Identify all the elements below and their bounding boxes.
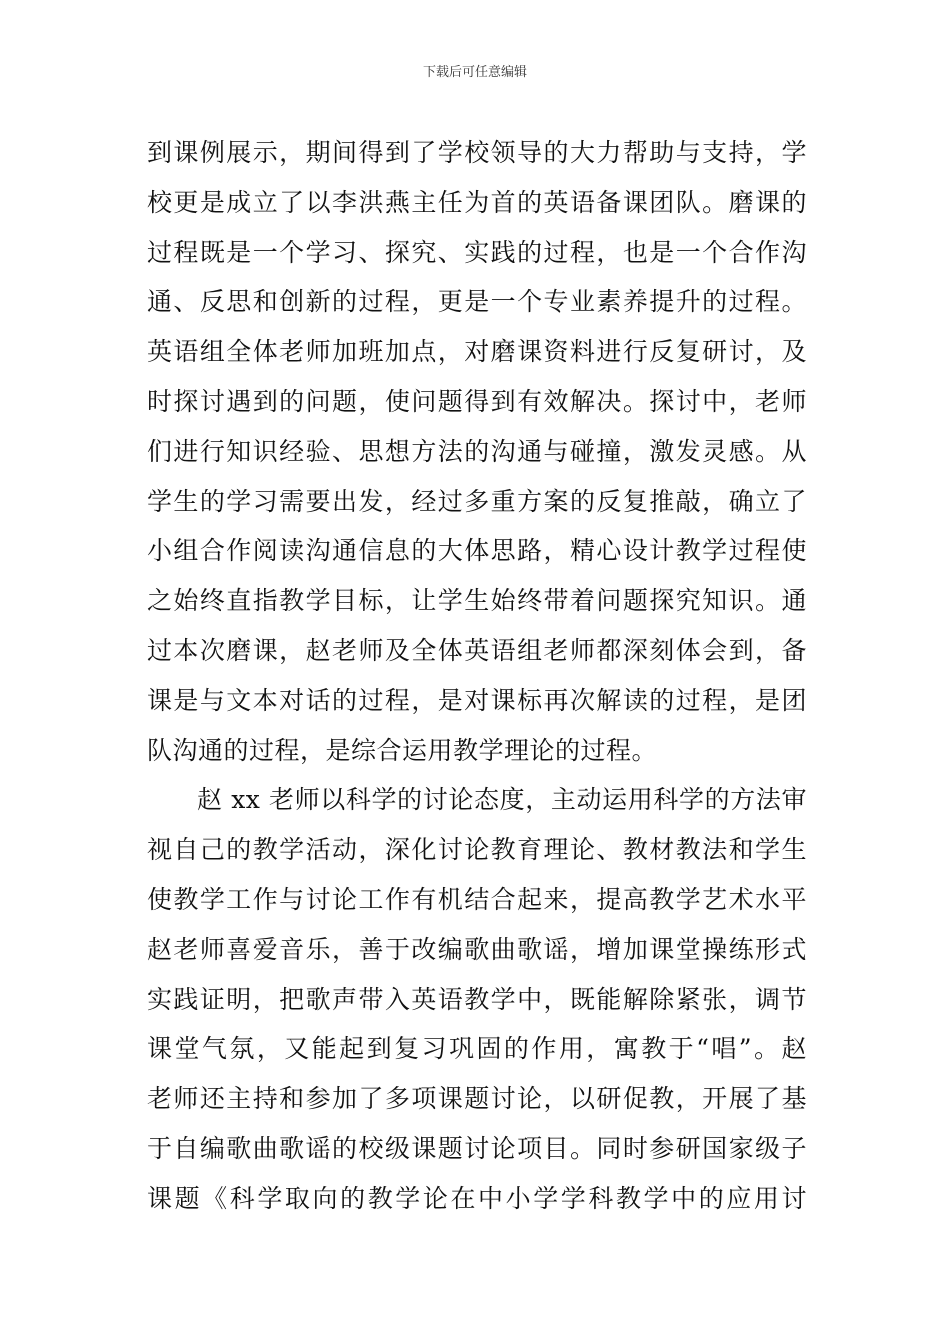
text-line: 通、反思和创新的过程，更是一个专业素养提升的过程。 bbox=[147, 287, 807, 317]
text-line: 们进行知识经验、思想方法的沟通与碰撞，激发灵感。从 bbox=[147, 436, 807, 466]
paragraph-2 bbox=[147, 775, 807, 1223]
text-line: 课题《科学取向的教学论在中小学学科教学中的应用讨 bbox=[147, 1183, 807, 1213]
text-line: 学生的学习需要出发，经过多重方案的反复推敲，确立了 bbox=[147, 486, 807, 516]
text-line: 到课例展示，期间得到了学校领导的大力帮助与支持，学 bbox=[147, 138, 807, 167]
page-header: 下载后可任意编辑 bbox=[422, 65, 527, 80]
text-line: 课是与文本对话的过程，是对课标再次解读的过程，是团 bbox=[147, 685, 807, 715]
text-line: 赵 xx 老师以科学的讨论态度，主动运用科学的方法审 bbox=[197, 785, 807, 815]
text-line: 实践证明，把歌声带入英语教学中，既能解除紧张，调节 bbox=[147, 984, 807, 1014]
text-line: 过程既是一个学习、探究、实践的过程，也是一个合作沟 bbox=[147, 237, 807, 267]
document-body bbox=[147, 128, 807, 1224]
text-line: 时探讨遇到的问题，使问题得到有效解决。探讨中，老师 bbox=[147, 386, 807, 416]
text-line: 视自己的教学活动，深化讨论教育理论、教材教法和学生 bbox=[147, 835, 807, 865]
text-line: 英语组全体老师加班加点，对磨课资料进行反复研讨，及 bbox=[147, 337, 807, 367]
text-line: 赵老师喜爱音乐，善于改编歌曲歌谣，增加课堂操练形式 bbox=[147, 934, 807, 964]
text-line: 过本次磨课，赵老师及全体英语组老师都深刻体会到，备 bbox=[147, 635, 807, 665]
text-line: 队沟通的过程，是综合运用教学理论的过程。 bbox=[147, 735, 658, 765]
text-line: 老师还主持和参加了多项课题讨论，以研促教，开展了基 bbox=[147, 1084, 807, 1114]
text-line: 小组合作阅读沟通信息的大体思路，精心设计教学过程使 bbox=[147, 536, 807, 566]
text-line: 使教学工作与讨论工作有机结合起来，提高教学艺术水平 bbox=[147, 884, 807, 914]
text-line: 之始终直指教学目标，让学生始终带着问题探究知识。通 bbox=[147, 586, 807, 616]
text-line: 校更是成立了以李洪燕主任为首的英语备课团队。磨课的 bbox=[147, 187, 807, 217]
text-line: 课堂气氛，又能起到复习巩固的作用，寓教于“唱”。赵 bbox=[147, 1034, 807, 1064]
text-line: 于自编歌曲歌谣的校级课题讨论项目。同时参研国家级子 bbox=[147, 1133, 807, 1163]
paragraph-1 bbox=[147, 128, 807, 775]
